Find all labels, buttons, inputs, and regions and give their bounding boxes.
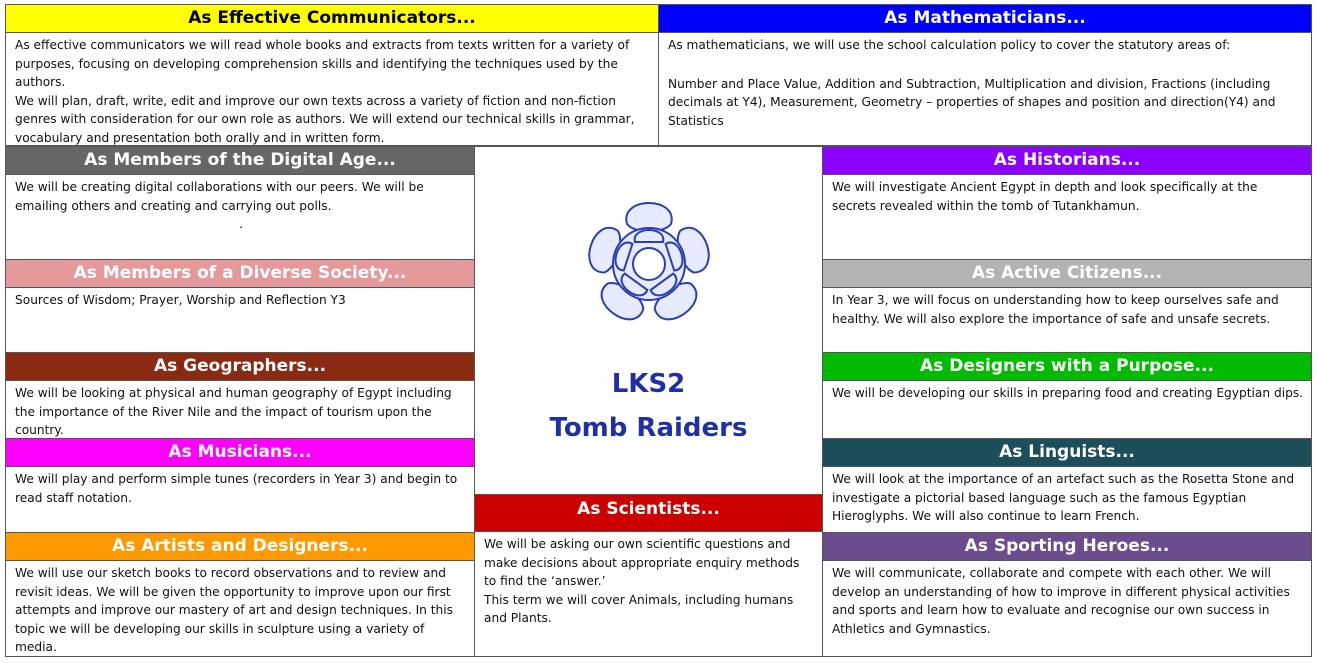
linguists-text-1: We will look at the importance of an artefact such as the Rosetta Stone and investigate a pictorial based language such as the famous Egyptian Hieroglyphs. We will also continue to learn French. (832, 472, 1295, 524)
mathematicians-title: As Mathematicians... (884, 8, 1086, 28)
digital-title: As Members of the Digital Age... (84, 150, 396, 170)
geographers-body (5, 380, 475, 439)
scientists-title: As Scientists... (577, 499, 720, 519)
musicians-body (5, 466, 475, 533)
sporting-text-1: We will communicate, collaborate and compete with each other. We will develop an understanding of how to improve in different physical activities and sports and learn how to evaluate and recognise our own success in Athletics and Gymnastics. (832, 566, 1290, 636)
digital-text-1: We will be creating digital collaborations with our peers. We will be emailing others and creating and carrying out polls. (15, 180, 424, 213)
sporting-title: As Sporting Heroes... (964, 536, 1170, 556)
historians-header (822, 146, 1312, 175)
designers-title: As Designers with a Purpose... (920, 356, 1214, 376)
citizens-text-1: In Year 3, we will focus on understanding how to keep ourselves safe and healthy. We will also explore the importance of safe and unsafe secrets. (832, 293, 1279, 326)
musicians-title: As Musicians... (168, 442, 312, 462)
artists-text-1: We will use our sketch books to record observations and to review and revisit ideas. We will be given the opportunity to improve upon our first attempts and improve our mastery of art and design techniques. In this topic we will be developing our skills in sculpture using a variety of media. (15, 566, 454, 655)
digital-body (5, 174, 475, 260)
diverse-body (5, 287, 475, 353)
mathematicians-text-2: Number and Place Value, Addition and Subtraction, Multiplication and division, Fractions (including decimals at Y4), Measurement, Geometry – properties of shapes and position and direction(Y4) and Statistics (668, 76, 1276, 128)
citizens-body (822, 287, 1312, 353)
musicians-header (5, 438, 475, 467)
geographers-title: As Geographers... (153, 356, 327, 376)
diverse-text-1: Sources of Wisdom; Prayer, Worship and Reflection Y3 (15, 293, 346, 307)
artists-body (5, 560, 475, 657)
scientists-text-1: We will be asking our own scientific questions and make decisions about appropriate enquiry methods to find the ‘answer.’ (484, 537, 800, 589)
linguists-body (822, 466, 1312, 533)
mathematicians-header (658, 4, 1312, 33)
diverse-title: As Members of a Diverse Society... (73, 263, 407, 283)
scientists-text-2: This term we will cover Animals, including humans and Plants. (484, 592, 794, 626)
geographers-text-1: We will be looking at physical and human geography of Egypt including the importance of the River Nile and the impact of tourism upon the country. (15, 386, 452, 438)
citizens-title: As Active Citizens... (971, 263, 1163, 283)
diverse-header (5, 259, 475, 288)
historians-body (822, 174, 1312, 260)
citizens-header (822, 259, 1312, 288)
tudor-rose-icon (564, 199, 734, 329)
musicians-text-1: We will play and perform simple tunes (recorders in Year 3) and begin to read staff notation. (15, 472, 458, 505)
center-title-line2: Tomb Raiders (549, 413, 748, 443)
digital-text-2: . (239, 217, 243, 232)
center-title-line1: LKS2 (611, 369, 686, 399)
artists-header (5, 532, 475, 561)
designers-text-1: We will be developing our skills in preparing food and creating Egyptian dips. (832, 386, 1304, 400)
designers-body (822, 380, 1312, 439)
linguists-header (822, 438, 1312, 467)
sporting-body (822, 560, 1312, 657)
mathematicians-text-1: As mathematicians, we will use the school calculation policy to cover the statutory areas of: (668, 38, 1231, 52)
artists-title: As Artists and Designers... (112, 536, 368, 556)
geographers-header (5, 352, 475, 381)
designers-header (822, 352, 1312, 381)
communicators-title: As Effective Communicators... (188, 8, 476, 28)
mathematicians-body (658, 32, 1312, 146)
historians-text-1: We will investigate Ancient Egypt in depth and look specifically at the secrets revealed within the tomb of Tutankhamun. (832, 180, 1258, 213)
communicators-text-2: We will plan, draft, write, edit and improve our own texts across a variety of fiction and non-fiction genres with consideration for our own role as authors. We will extend our technical skills in grammar, vocabulary and presentation both orally and in written form. (15, 93, 635, 145)
scientists-body (474, 531, 823, 657)
communicators-body (5, 32, 659, 146)
communicators-text-1: As effective communicators we will read whole books and extracts from texts written for a variety of purposes, focusing on developing comprehension skills and identifying the techniques used by the authors. (15, 38, 630, 90)
scientists-header (474, 494, 823, 532)
sporting-header (822, 532, 1312, 561)
communicators-header (5, 4, 659, 33)
linguists-title: As Linguists... (999, 442, 1135, 462)
digital-header (5, 146, 475, 175)
center-panel (474, 146, 823, 495)
historians-title: As Historians... (993, 150, 1141, 170)
